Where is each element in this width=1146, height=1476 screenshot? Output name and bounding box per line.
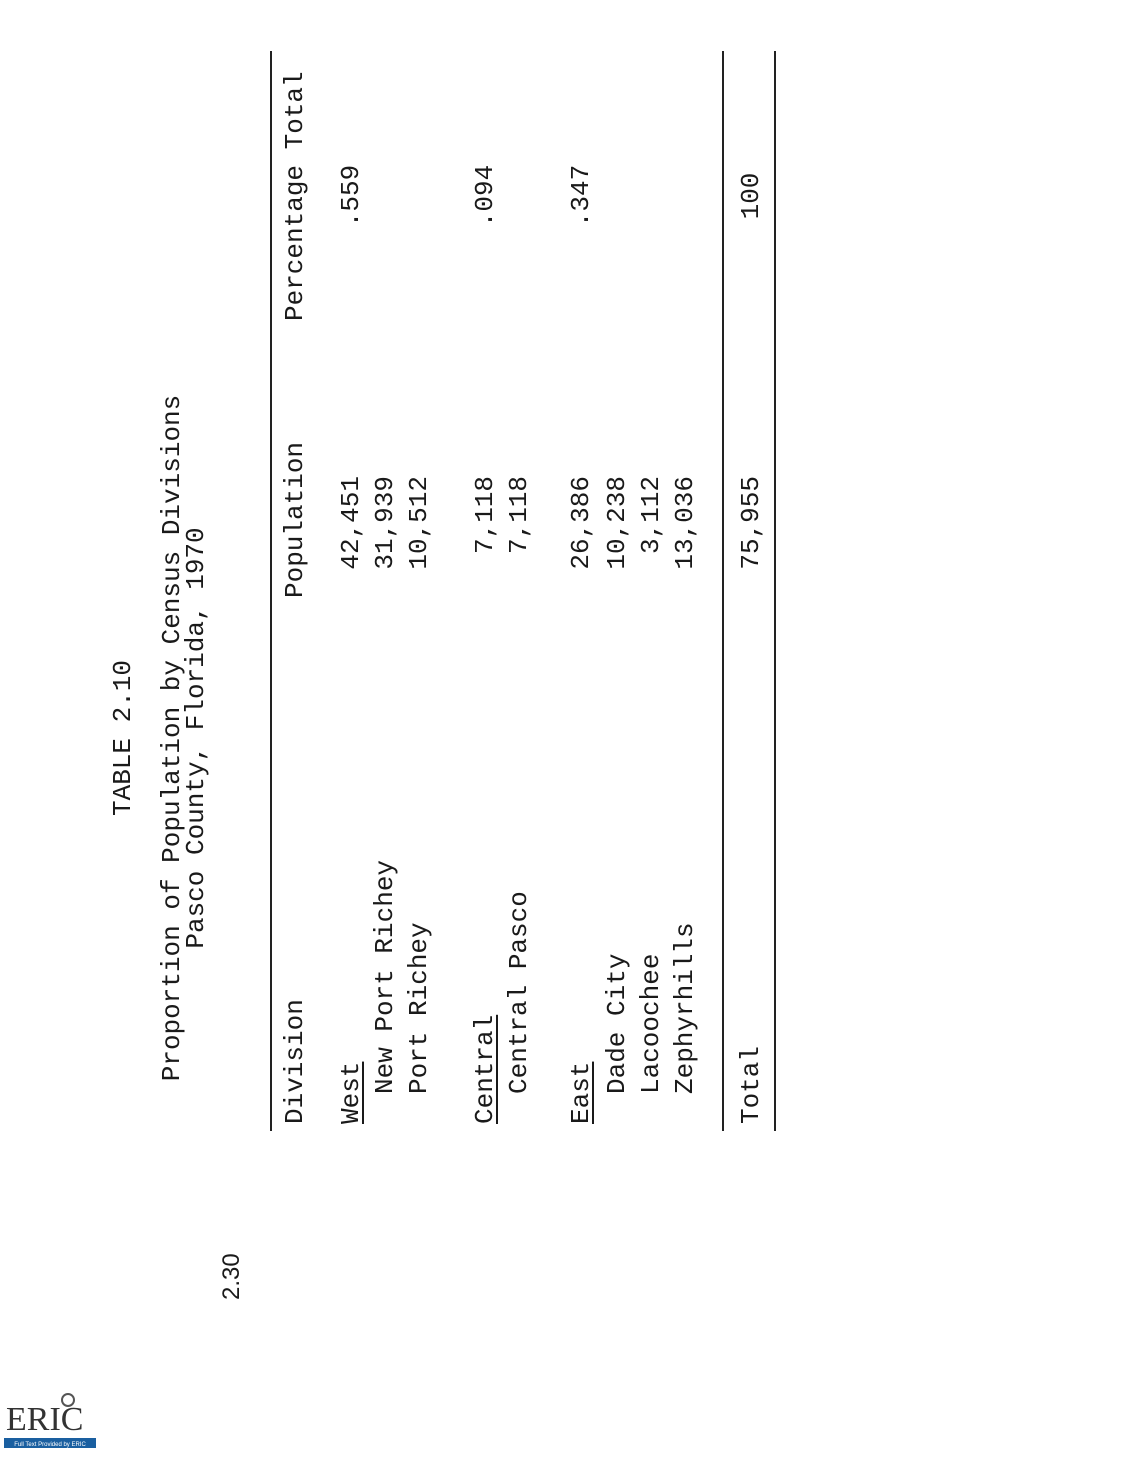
page-number: 2.30 <box>218 1253 245 1300</box>
top-rule <box>270 51 272 1131</box>
group-percentage: .559 <box>336 164 366 228</box>
row-population: 10,512 <box>404 476 434 570</box>
group-population: 7,118 <box>470 476 500 555</box>
row-name: Lacoochee <box>636 953 666 1094</box>
table-number: TABLE 2.10 <box>108 659 138 817</box>
table-caption-line1: Proportion of Population by Census Divisions <box>157 394 187 1082</box>
total-rule <box>722 51 724 1131</box>
group-population: 42,451 <box>336 476 366 570</box>
header-division: Division <box>280 999 310 1124</box>
eric-logo-text: ERIC <box>6 1401 84 1438</box>
total-population: 75,955 <box>736 476 766 570</box>
row-population: 7,118 <box>504 476 534 555</box>
eric-logo-subtext: Full Text Provided by ERIC <box>14 1442 86 1448</box>
total-percentage: 100 <box>736 172 766 220</box>
row-population: 31,939 <box>370 476 400 570</box>
row-name: Port Richey <box>404 922 434 1094</box>
total-label: Total <box>736 1045 766 1124</box>
group-label: West <box>336 1061 366 1124</box>
row-population: 13,036 <box>670 476 700 570</box>
header-percentage: Percentage Total <box>280 71 310 321</box>
row-name: New Port Richey <box>370 859 400 1094</box>
header-population: Population <box>280 441 310 598</box>
eric-logo <box>2 1392 98 1450</box>
group-population: 26,386 <box>566 476 596 570</box>
row-name: Central Pasco <box>504 891 534 1094</box>
row-name: Zephyrhills <box>670 922 700 1094</box>
group-label: Central <box>470 1014 500 1124</box>
row-name: Dade City <box>602 953 632 1094</box>
group-percentage: .094 <box>470 164 500 228</box>
row-population: 10,238 <box>602 476 632 570</box>
row-population: 3,112 <box>636 476 666 555</box>
group-label: East <box>566 1061 596 1124</box>
group-percentage: .347 <box>566 164 596 228</box>
table-caption-line2: Pasco County, Florida, 1970 <box>181 527 211 949</box>
bottom-rule <box>774 51 776 1131</box>
